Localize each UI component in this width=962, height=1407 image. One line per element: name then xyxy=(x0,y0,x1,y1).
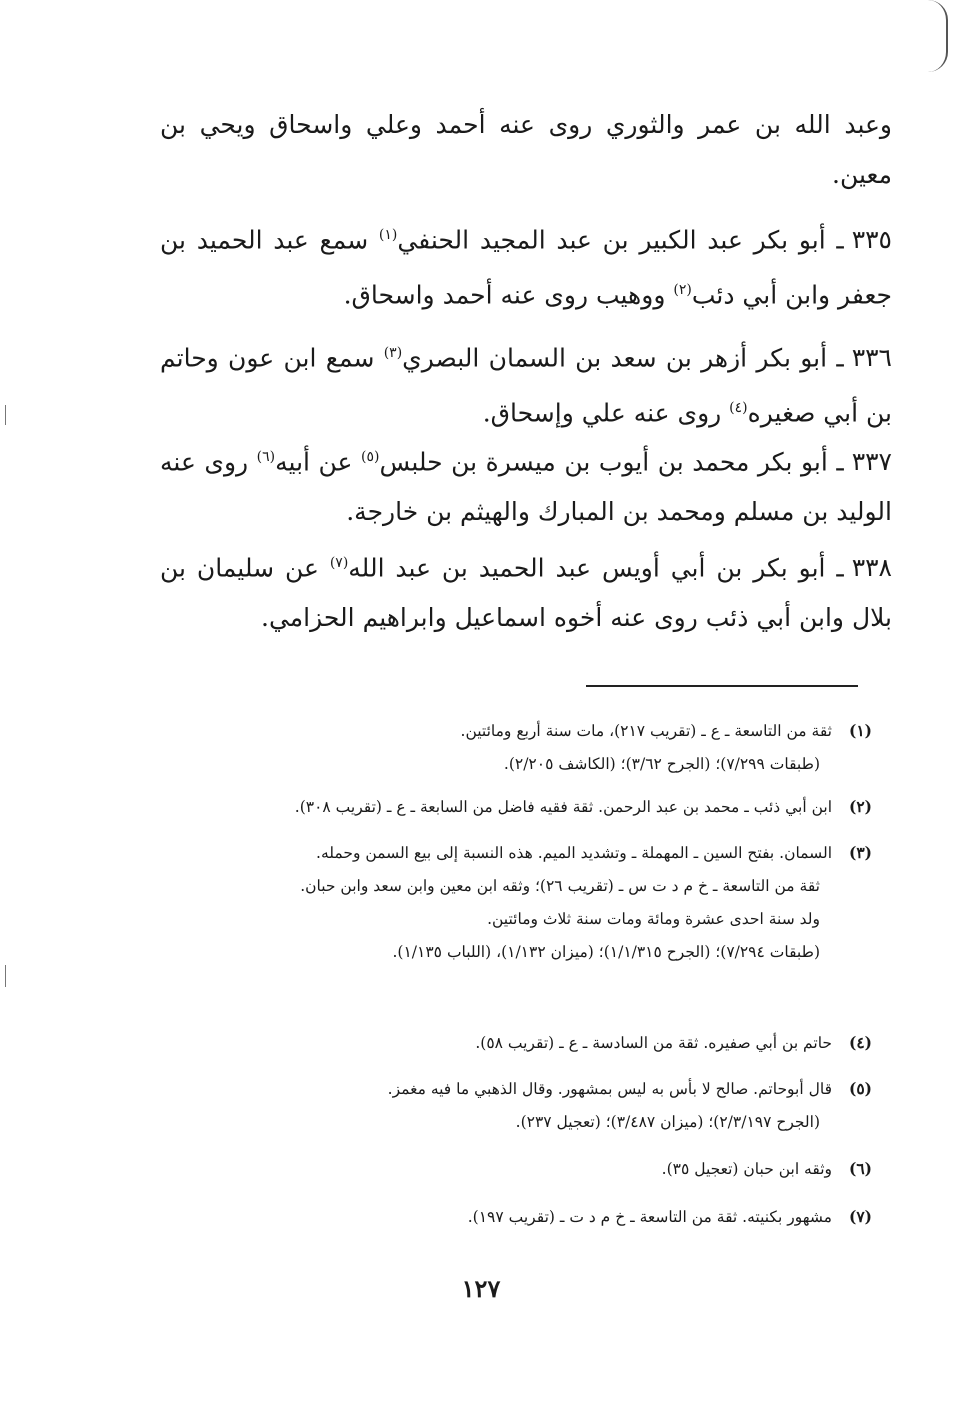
footnote-4 xyxy=(160,1026,872,1060)
page-number: ١٢٧ xyxy=(461,1274,501,1303)
entry-number: ٣٣٧ xyxy=(851,447,892,477)
footnote-3 xyxy=(160,836,872,969)
footnote-text: قال أبوحاتم. صالح لا بأس به ليس بمشهور. وقال الذهبي ما فيه مغمز. xyxy=(387,1080,832,1098)
footnote-number: (٦) xyxy=(848,1159,872,1178)
footnote-text: وثقه ابن حبان (تعجيل ٣٥). xyxy=(661,1160,832,1178)
footnote-text: ثقة من التاسعة ـ ع ـ (تقريب ٢١٧)، مات سنة أربع ومائتين. xyxy=(460,722,832,740)
entry-dash: ـ xyxy=(836,225,844,255)
footnote-ref: (٧) xyxy=(329,555,349,571)
entry-text: روى عنه علي وإسحاق. xyxy=(482,398,730,428)
entry-dash: ـ xyxy=(836,553,844,583)
page-edge-bracket xyxy=(928,0,948,72)
entry-text: أبو بكر محمد بن أيوب بن ميسرة بن حلبس xyxy=(379,447,828,477)
footnote-text: (طبقات ٧/٢٩٩)؛ (الجرح ٣/٦٢)؛ (الكاشف ٢/٢٠٥). xyxy=(503,755,820,773)
footnote-separator xyxy=(586,685,858,687)
entry-number: ٣٣٥ xyxy=(851,225,892,255)
continuation-text: وعبد الله بن عمر والثوري روى عنه أحمد وعلي واسحاق ويحي بن معين. xyxy=(160,110,892,189)
footnote-1 xyxy=(160,714,872,781)
footnote-text: (الجرح ٢/٣/١٩٧)؛ (ميزان ٣/٤٨٧)؛ (تعجيل ٢٣٧). xyxy=(515,1113,820,1131)
entry-337 xyxy=(160,432,892,537)
footnote-text: مشهور بكنيته. ثقة من التاسعة ـ خ م د ت ـ (تقريب ١٩٧). xyxy=(467,1208,832,1226)
footnote-5 xyxy=(160,1072,872,1139)
footnote-6 xyxy=(160,1152,872,1186)
footnote-number: (٤) xyxy=(848,1033,872,1052)
footnote-ref: (٢) xyxy=(673,282,692,299)
entry-336 xyxy=(160,328,892,439)
footnote-ref: (٣) xyxy=(383,345,403,361)
margin-mark xyxy=(5,965,6,987)
footnote-ref: (٦) xyxy=(256,449,276,465)
footnote-text: ابن أبي ذئب ـ محمد بن عبد الرحمن. ثقة فقيه فاضل من السابعة ـ ع ـ (تقريب ٣٠٨). xyxy=(294,798,832,816)
entry-text: عن سليمان بن بلال وابن أبي ذئب روى عنه أخوه اسماعيل وابراهيم الحزامي. xyxy=(160,553,892,633)
footnote-number: (٥) xyxy=(848,1079,872,1098)
entry-dash: ـ xyxy=(836,447,844,477)
entry-text: أبو بكر بن أبي أويس عبد الحميد بن عبد الله xyxy=(348,553,826,583)
footnote-text: ولد سنة احدى عشرة ومائة ومات سنة ثلاث ومائتين. xyxy=(487,910,820,928)
entry-dash: ـ xyxy=(836,343,844,373)
footnote-text: السمان. بفتح السين ـ المهملة ـ وتشديد الميم. هذه النسبة إلى بيع السمن وحمله. xyxy=(316,844,832,862)
footnote-text: (طبقات ٧/٢٩٤)؛ (الجرح ١/١/٣١٥)؛ (ميزان ١/١٣٢)، (اللباب ١/١٣٥). xyxy=(392,943,820,961)
footnote-text: حاتم بن أبي صفيره. ثقة من السادسة ـ ع ـ (تقريب ٥٨). xyxy=(475,1034,832,1052)
entry-text: سمع ابن عون وحاتم بن أبي صغيره xyxy=(160,343,892,428)
entry-number: ٣٣٦ xyxy=(851,343,892,373)
footnote-number: (٧) xyxy=(848,1207,872,1226)
entry-text: أبو بكر عبد الكبير بن عبد المجيد الحنفي xyxy=(397,225,826,255)
footnote-ref: (٥) xyxy=(361,449,380,465)
footnote-text: ثقة من التاسعة ـ خ م د ت س ـ (تقريب ٢٦)؛ وثقه ابن معين وابن سعد وابن حبان. xyxy=(300,877,820,895)
entry-text: روى عنه الوليد بن مسلم ومحمد بن المبارك والهيثم بن خارجة. xyxy=(160,447,892,527)
entry-text: سمع عبد الحميد بن جعفر وابن أبي دئب xyxy=(160,225,892,310)
footnote-2 xyxy=(160,790,872,824)
footnote-7 xyxy=(160,1200,872,1234)
footnote-ref: (١) xyxy=(378,227,398,243)
entry-338 xyxy=(160,538,892,643)
entry-text: أبو بكر أزهر بن سعد بن السمان البصري xyxy=(402,343,828,373)
entry-335 xyxy=(160,210,892,321)
footnote-number: (٣) xyxy=(848,843,872,862)
entry-text: ووهيب روى عنه أحمد واسحاق. xyxy=(343,280,674,310)
margin-mark xyxy=(5,405,6,425)
footnote-number: (١) xyxy=(848,721,872,740)
footnote-number: (٢) xyxy=(848,797,872,816)
entry-number: ٣٣٨ xyxy=(851,553,892,583)
entry-text: عن أبيه xyxy=(275,447,361,477)
footnote-ref: (٤) xyxy=(729,400,748,417)
